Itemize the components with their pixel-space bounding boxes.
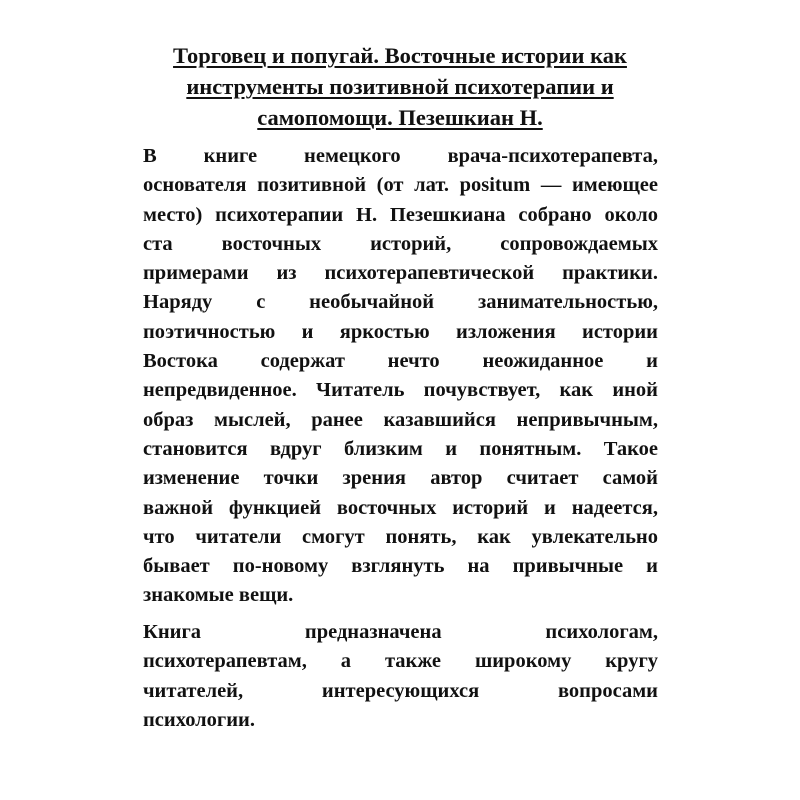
text-line: Наряду с необычайной занимательностью, [143,291,658,314]
text-line: психотерапевтам, а также широкому кругу [143,650,658,673]
text-line: поэтичностью и яркостью изложения истории [143,320,658,343]
text-line: знакомые вещи. [143,584,294,607]
text-line: примерами из психотерапевтической практики. [143,262,658,285]
text-line: читателей, интересующихся вопросами [143,679,658,702]
book-title-line: инструменты позитивной психотерапии и [186,74,614,99]
book-title [140,40,660,133]
text-line: образ мыслей, ранее казавшийся непривычным, [143,408,658,431]
text-line: ста восточных историй, сопровождаемых [143,232,658,255]
text-line: Книга предназначена психологам, [143,621,658,643]
book-title-line: самопомощи. Пезешкиан Н. [257,105,543,130]
text-line: Востока содержат нечто неожиданное и [143,350,658,373]
audience-paragraph [143,618,658,735]
text-line: что читатели смогут понять, как увлекательно [143,525,658,548]
text-line: непредвиденное. Читатель почувствует, как иной [143,379,658,402]
text-line: важной функцией восточных историй и надеется, [143,496,658,519]
text-line: психологии. [143,708,255,731]
text-line: становится вдруг близким и понятным. Такое [143,437,658,460]
text-line: место) психотерапии Н. Пезешкиана собрано около [143,203,658,226]
description-paragraph [143,142,658,611]
text-line: В книге немецкого врача-психотерапевта, [143,145,658,167]
text-line: изменение точки зрения автор считает самой [143,467,658,490]
text-line: основателя позитивной (от лат. positum — имеющее [143,174,658,197]
book-title-line: Торговец и попугай. Восточные истории как [173,43,627,68]
text-line: бывает по-новому взглянуть на привычные и [143,555,658,578]
